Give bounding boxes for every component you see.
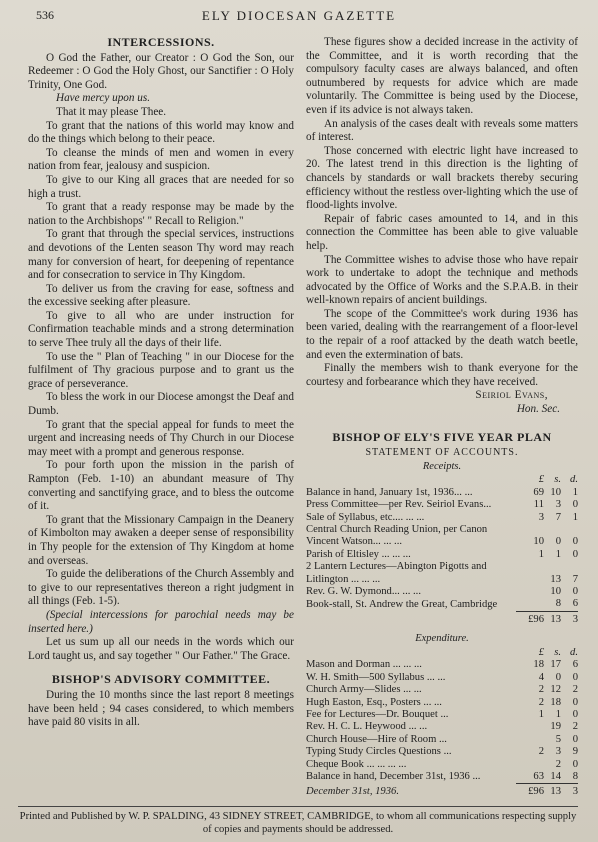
advisory-paragraph: An analysis of the cases dealt with reveals some matters of interest. bbox=[306, 117, 578, 144]
right-column bbox=[306, 36, 578, 799]
advisory-paragraph: The scope of the Committee's work during 1936 has been varied, dealing with the rearrangement of a floor-level to the repair of a roof attacked by the death watch beetle, and even the extermination of bats. bbox=[306, 307, 578, 361]
advisory-paragraph: The Committee wishes to advise those who have repair work to undertake to adopt the technique and methods advocated by the Office of Works and the S.P.A.B. in their well-known repairs of ancient buildings. bbox=[306, 253, 578, 307]
advisory-paragraph: Repair of fabric cases amounted to 14, and in this connection the Committee has been able to give valuable help. bbox=[306, 212, 578, 252]
intercessions-heading: INTERCESSIONS. bbox=[107, 35, 215, 49]
intercession-item: To give to our King all graces that are needed for so high a trust. bbox=[28, 173, 294, 200]
intercession-item: To guide the deliberations of the Church Assembly and to give to our representatives thereon a right judgment in all things (Feb. 1-5). bbox=[28, 568, 294, 608]
accounts-date: December 31st, 1936. bbox=[306, 786, 399, 798]
left-column bbox=[28, 36, 294, 730]
signatory-role: Hon. Sec. bbox=[516, 403, 560, 416]
advisory-paragraph: Finally the members wish to thank everyone for the courtesy and forbearance which they have received. bbox=[306, 362, 578, 388]
advisory-paragraph: Those concerned with electric light have increased to 20. The latest trend in this direction is the lighting of chancels by standards or wall brackets thereby securing efficiency without the restless over-lighting which the use of flood-lights involve. bbox=[306, 144, 578, 212]
table-row: Vincent Watson... ... ... 10 0 0 bbox=[306, 536, 578, 548]
receipts-table bbox=[306, 474, 578, 626]
receipts-label: Receipts. bbox=[422, 460, 462, 472]
table-row: Sale of Syllabus, etc.... ... ... 3 7 1 bbox=[306, 511, 578, 523]
response-mercy: Have mercy upon us. bbox=[56, 92, 151, 105]
table-row: Parish of Eltisley ... ... ... 1 1 0 bbox=[306, 548, 578, 560]
pence-header: d. bbox=[570, 474, 578, 486]
table-row: Rev. G. W. Dymond... ... ... 10 0 bbox=[306, 586, 578, 598]
table-row: Press Committee—per Rev. Seiriol Evans... 11 3 0 bbox=[306, 499, 578, 511]
table-row: Book-stall, St. Andrew the Great, Cambridge 8 6 bbox=[306, 598, 578, 610]
table-row: Balance in hand, December 31st, 1936 ... 63 14 8 bbox=[306, 770, 578, 783]
table-row: Church Army—Slides ... ... 2 12 2 bbox=[306, 684, 578, 696]
currency-header-row bbox=[306, 474, 578, 486]
page-header bbox=[0, 6, 598, 24]
intercession-item: To cleanse the minds of men and women in every nation from fear, jealousy and suspicion. bbox=[28, 146, 294, 173]
table-row: Balance in hand, January 1st, 1936... ... 69 10 1 bbox=[306, 486, 578, 498]
table-row: W. H. Smith—500 Syllabus ... ... 4 0 0 bbox=[306, 671, 578, 683]
receipts-total-row: £96 13 3 bbox=[306, 611, 578, 626]
advisory-paragraph: During the 10 months since the last report 8 meetings have been held ; 94 cases considered, to which members have paid 80 visits in all. bbox=[28, 688, 294, 729]
closing-prayer: Let us sum up all our needs in the words which our Lord taught us, and say together " Our Father." The Grace. bbox=[28, 636, 294, 662]
intercession-item: To grant that the nations of this world may know and do the things which belong to their peace. bbox=[28, 119, 294, 146]
page-number: 536 bbox=[36, 8, 54, 22]
intercession-item: To pour forth upon the mission in the parish of Rampton (Feb. 1-10) an abundant measure of Thy converting and sanctifying grace, and to bless the outcome of it. bbox=[28, 459, 294, 513]
intercession-item: To use the " Plan of Teaching " in our Diocese for the fulfilment of Thy gracious purpose and to grant us the grace of perseverance. bbox=[28, 350, 294, 390]
expenditure-total-row: December 31st, 1936. £96 13 3 bbox=[306, 784, 578, 799]
table-row: 2 Lantern Lectures—Abington Pigotts and bbox=[306, 561, 487, 573]
intercession-item: To deliver us from the craving for ease, softness and the excessive seeking after pleasure. bbox=[28, 282, 294, 309]
intercession-item: To grant that the Missionary Campaign in the Deanery of Kimbolton may awaken a deeper sense of responsibility in Thy people for the extension of Thy Kingdom at home and overseas. bbox=[28, 513, 294, 567]
publisher-footer: Printed and Published by W. P. SPALDING, 43 SIDNEY STREET, CAMBRIDGE, to whom all communications respecting supply of copies and payments should be addressed. bbox=[18, 806, 578, 837]
gazette-title: ELY DIOCESAN GAZETTE bbox=[201, 8, 397, 23]
response-please: That it may please Thee. bbox=[56, 105, 167, 118]
plan-subheading: STATEMENT OF ACCOUNTS. bbox=[365, 447, 519, 459]
advisory-paragraph: These figures show a decided increase in the activity of the Committee, and it is worth recording that the compulsory faculty cases are always balanced, and often outnumbered by requests for advice which are made voluntarily. The Committee is being used by the Diocese, even if its advice is not always taken. bbox=[306, 36, 578, 116]
invocation: O God the Father, our Creator : O God the Son, our Redeemer : O God the Holy Ghost, our Sanctifier : O Holy Trinity, One God. bbox=[28, 51, 294, 91]
expenditure-table bbox=[306, 647, 578, 799]
intercession-item: To grant that through the special services, instructions and devotions of the Lenten season Thy word may reach many for conversion of heart, for deepening of repentance and for consecration to service in Thy Kingdom. bbox=[28, 228, 294, 282]
pounds-header: £ bbox=[538, 474, 544, 486]
special-intercessions-note: (Special intercessions for parochial needs may be inserted here.) bbox=[28, 608, 294, 635]
table-row: Church House—Hire of Room ... 5 0 bbox=[306, 733, 578, 745]
signatory-name: Seiriol Evans, bbox=[475, 389, 548, 402]
intercession-item: To grant that a ready response may be made by the nation to the Archbishops' " Recall to Religion." bbox=[28, 201, 294, 227]
table-row: Cheque Book ... ... ... ... 2 0 bbox=[306, 758, 578, 770]
expenditure-label: Expenditure. bbox=[415, 633, 469, 645]
intercession-item: To grant that the special appeal for funds to meet the urgent and increasing needs of Thy Church in our Diocese may meet with a prompt and generous response. bbox=[28, 418, 294, 458]
intercession-item: To give to all who are under instruction for Confirmation teachable minds and a strong determination to serve Thee truly all the days of their life. bbox=[28, 309, 294, 350]
table-row: Fee for Lectures—Dr. Bouquet ... 1 1 0 bbox=[306, 708, 578, 720]
advisory-heading: BISHOP'S ADVISORY COMMITTEE. bbox=[51, 672, 271, 687]
table-row: Hugh Easton, Esq., Posters ... ... 2 18 0 bbox=[306, 696, 578, 708]
table-row: Mason and Dorman ... ... ... 18 17 6 bbox=[306, 659, 578, 671]
table-row: Litlington ... ... ... 13 7 bbox=[306, 573, 578, 585]
table-row: Typing Study Circles Questions ... 2 3 9 bbox=[306, 746, 578, 758]
plan-heading: BISHOP OF ELY'S FIVE YEAR PLAN bbox=[332, 429, 552, 444]
table-row: Central Church Reading Union, per Canon bbox=[306, 524, 488, 536]
intercession-item: To bless the work in our Diocese amongst the Deaf and Dumb. bbox=[28, 391, 294, 418]
shillings-header: s. bbox=[554, 474, 561, 486]
currency-header-row: £ s. d. bbox=[538, 646, 578, 658]
table-row: Rev. H. C. L. Heywood ... ... 19 2 bbox=[306, 721, 578, 733]
